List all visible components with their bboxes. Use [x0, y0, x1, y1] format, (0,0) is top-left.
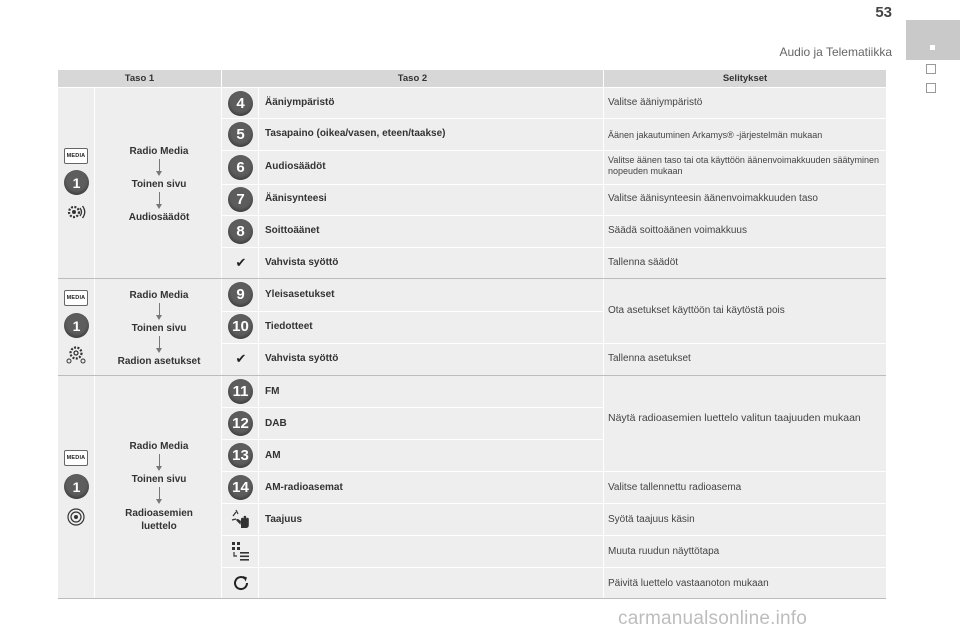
row-label: Soittoäänet	[265, 225, 320, 236]
merged-desc-band: Näytä radioasemien luettelo valitun taajuuden mukaan	[608, 412, 861, 424]
row-desc: Valitse tallennettu radioasema	[608, 482, 742, 493]
step-badge: 4	[228, 91, 253, 116]
media-button-icon: MEDIA	[64, 290, 88, 306]
path-step: Radion asetukset	[117, 356, 201, 367]
path-step: Radioasemien luettelo	[125, 508, 193, 532]
check-icon: ✔	[235, 255, 247, 270]
down-arrow-icon	[159, 159, 160, 174]
row-label: Taajuus	[265, 514, 303, 525]
down-arrow-icon	[159, 303, 160, 318]
step-badge: 1	[64, 474, 89, 499]
path-step: Radio Media	[129, 441, 189, 452]
step-badge: 12	[228, 411, 253, 436]
group3-path	[96, 441, 222, 533]
step-badge: 8	[228, 219, 253, 244]
row-label: FM	[265, 386, 280, 397]
step-badge: 1	[64, 170, 89, 195]
row-label: Äänisynteesi	[265, 193, 327, 204]
audio-settings-icon	[64, 200, 88, 224]
row-label: AM	[265, 450, 281, 461]
watermark: carmanualsonline.info	[618, 608, 808, 629]
header-comments: Selitykset	[604, 70, 886, 87]
row-desc: Valitse äänen taso tai ota käyttöön äänenvoimakkuuden säätyminen nopeuden mukaan	[608, 155, 880, 176]
row-label: Vahvista syöttö	[265, 257, 339, 268]
touch-hand-icon	[229, 507, 253, 531]
chapter-tab-marker	[930, 45, 935, 50]
path-step: Toinen sivu	[131, 474, 187, 485]
row-label: Vahvista syöttö	[265, 353, 339, 364]
down-arrow-icon	[159, 454, 160, 469]
header-level2: Taso 2	[222, 70, 603, 87]
media-button-icon: MEDIA	[64, 148, 88, 164]
row-label: Audiosäädöt	[265, 161, 326, 172]
check-icon: ✔	[235, 351, 247, 366]
step-badge: 13	[228, 443, 253, 468]
down-arrow-icon	[159, 487, 160, 502]
chapter-box-2	[926, 83, 936, 93]
step-badge: 5	[228, 122, 253, 147]
path-step: Toinen sivu	[131, 323, 187, 334]
row-label: Yleisasetukset	[265, 289, 335, 300]
list-view-icon	[229, 539, 253, 563]
step-badge: 14	[228, 475, 253, 500]
step-badge: 11	[228, 379, 253, 404]
row-desc: Äänen jakautuminen Arkamys® -järjestelmän mukaan	[608, 130, 823, 140]
header-level1: Taso 1	[58, 70, 221, 87]
row-label: AM-radioasemat	[265, 482, 343, 493]
step-badge: 1	[64, 313, 89, 338]
chapter-box-1	[926, 64, 936, 74]
row-label: Tasapaino (oikea/vasen, eteen/taakse)	[265, 128, 446, 139]
row-desc: Päivitä luettelo vastaanoton mukaan	[608, 578, 769, 589]
group2-path	[96, 290, 222, 367]
section-title: Audio ja Telematiikka	[779, 45, 892, 59]
row-label: Tiedotteet	[265, 321, 313, 332]
row-desc: Muuta ruudun näyttötapa	[608, 546, 720, 557]
path-step: Toinen sivu	[131, 179, 187, 190]
path-step: Radio Media	[129, 146, 189, 157]
merged-desc-general: Ota asetukset käyttöön tai käytöstä pois	[608, 305, 785, 316]
step-badge: 9	[228, 282, 253, 307]
page-number: 53	[875, 4, 892, 21]
row-label: DAB	[265, 418, 287, 429]
row-desc: Tallenna asetukset	[608, 353, 691, 364]
path-step: Audiosäädöt	[128, 212, 190, 223]
path-step: Radio Media	[129, 290, 189, 301]
row-desc: Säädä soittoäänen voimakkuus	[608, 225, 747, 236]
row-desc: Valitse ääniympäristö	[608, 97, 703, 108]
row-desc: Tallenna säädöt	[608, 257, 679, 268]
down-arrow-icon	[159, 336, 160, 351]
radio-settings-gear-icon	[64, 342, 88, 366]
group1-path	[96, 146, 222, 223]
media-button-icon: MEDIA	[64, 450, 88, 466]
step-badge: 6	[228, 155, 253, 180]
row-label: Ääniympäristö	[265, 97, 335, 108]
step-badge: 10	[228, 314, 253, 339]
chapter-tab	[906, 20, 960, 60]
row-desc: Syötä taajuus käsin	[608, 514, 695, 525]
radio-station-list-icon	[64, 505, 88, 529]
refresh-icon	[229, 571, 253, 595]
step-badge: 7	[228, 187, 253, 212]
row-desc: Valitse äänisynteesin äänenvoimakkuuden taso	[608, 193, 818, 204]
down-arrow-icon	[159, 192, 160, 207]
